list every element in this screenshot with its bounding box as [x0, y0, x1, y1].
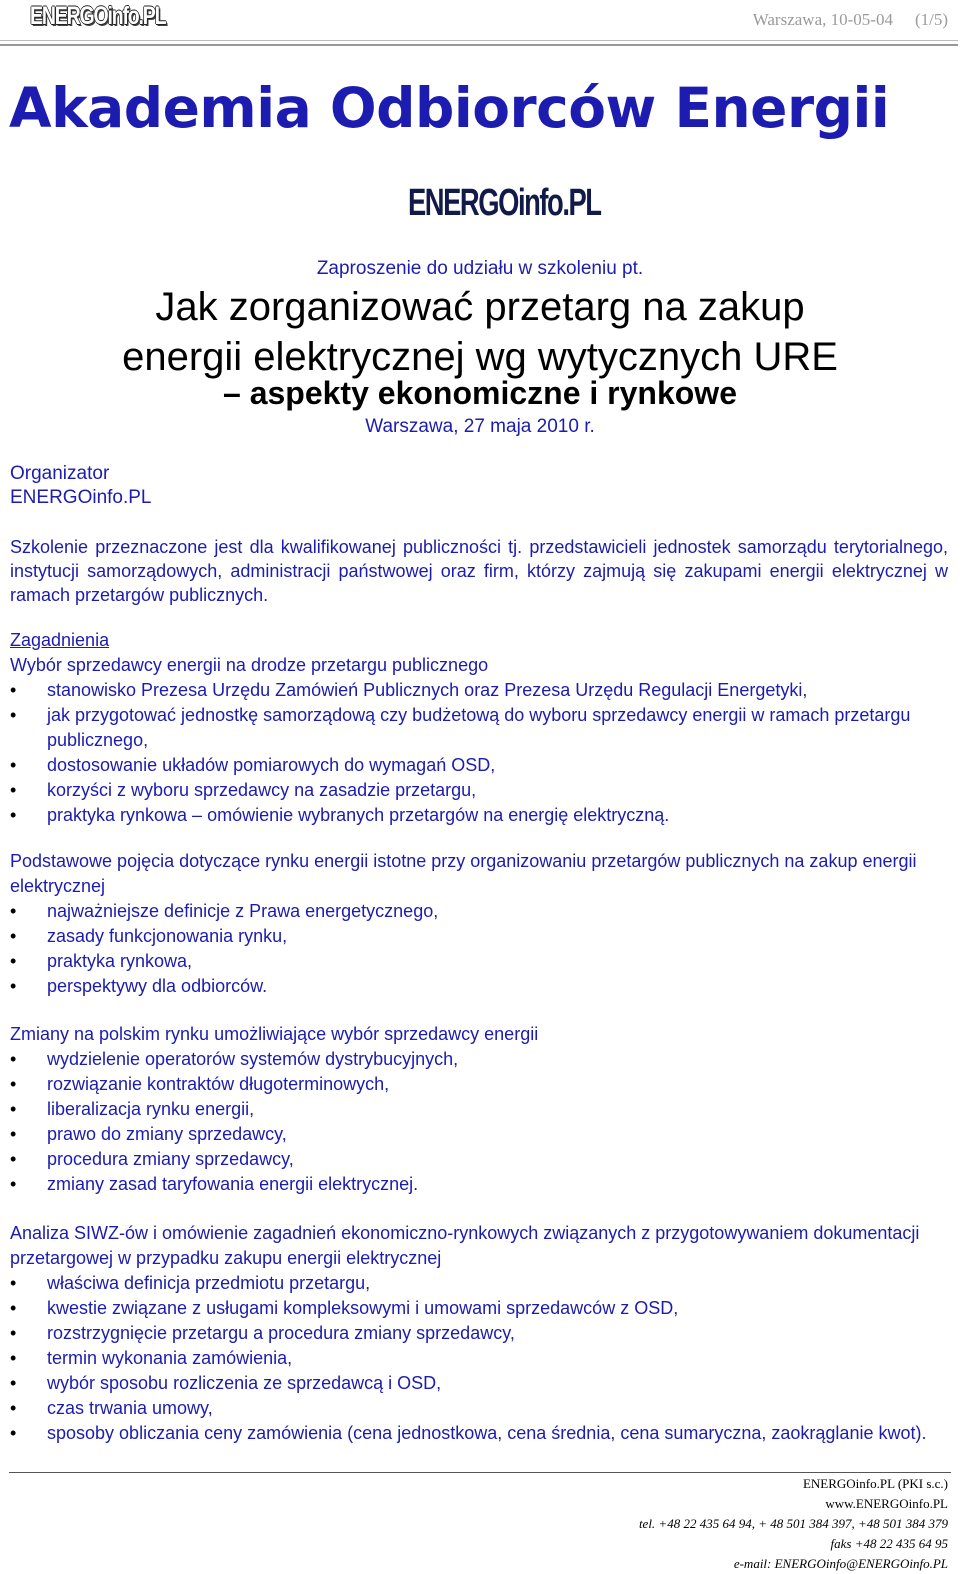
list-item: • właściwa definicja przedmiotu przetargu, [10, 1271, 950, 1296]
footer-phone: tel. +48 22 435 64 94, + 48 501 384 397, +48 501 384 379 [638, 1516, 948, 1531]
header-logo: ENERGOinfo.PL [30, 2, 166, 30]
section-heading: Wybór sprzedawcy energii na drodze przetargu publicznego [10, 655, 489, 675]
list-item: • korzyści z wyboru sprzedawcy na zasadzie przetargu, [10, 778, 950, 803]
training-title [0, 282, 960, 382]
list-item: • rozstrzygnięcie przetargu a procedura zmiany sprzedawcy, [10, 1321, 950, 1346]
list-item: • perspektywy dla odbiorców. [10, 974, 950, 999]
list-item: • wybór sposobu rozliczenia ze sprzedawcą i OSD, [10, 1371, 950, 1396]
footer-contact [639, 1474, 948, 1574]
bullet-list [10, 678, 950, 828]
event-date: Warszawa, 27 maja 2010 r. [365, 416, 595, 437]
topics-section-3 [10, 1022, 950, 1197]
bullet-list [10, 1271, 950, 1446]
section-heading: Podstawowe pojęcia dotyczące rynku energii istotne przy organizowaniu przetargów publicznych na zakup energii elektrycznej [10, 851, 917, 896]
list-item: • zmiany zasad taryfowania energii elektrycznej. [10, 1172, 950, 1197]
list-item: • liberalizacja rynku energii, [10, 1097, 950, 1122]
footer-email[interactable]: e-mail: ENERGOinfo@ENERGOinfo.PL [733, 1556, 948, 1571]
training-title-line2: energii elektrycznej wg wytycznych URE [122, 335, 838, 379]
invitation-text: Zaproszenie do udziału w szkoleniu pt. [316, 258, 644, 279]
footer-rule [9, 1472, 951, 1473]
header-meta [731, 10, 948, 30]
list-item: • jak przygotować jednostkę samorządową czy budżetową do wyboru sprzedawcy energii w ramach przetargu publicznego, [10, 703, 950, 753]
header-rule-thick [0, 44, 958, 46]
organizer-label: Organizator [10, 463, 110, 484]
list-item: • stanowisko Prezesa Urzędu Zamówień Publicznych oraz Prezesa Urzędu Regulacji Energetyki, [10, 678, 950, 703]
list-item: • rozwiązanie kontraktów długoterminowych, [10, 1072, 950, 1097]
list-item: • sposoby obliczania ceny zamówienia (cena jednostkowa, cena średnia, cena sumaryczna, zaokrąglanie kwot). [10, 1421, 950, 1446]
training-subtitle: – aspekty ekonomiczne i rynkowe [223, 375, 737, 411]
footer-company: ENERGOinfo.PL (PKI s.c.) [802, 1476, 948, 1491]
header-date: Warszawa, 10-05-04 [752, 10, 893, 29]
header-page-number: (1/5) [914, 10, 948, 29]
topics-section-4 [10, 1221, 950, 1446]
bullet-list [10, 899, 950, 999]
list-item: • praktyka rynkowa, [10, 949, 950, 974]
list-item: • praktyka rynkowa – omówienie wybranych przetargów na energię elektryczną. [10, 803, 950, 828]
list-item: • czas trwania umowy, [10, 1396, 950, 1421]
footer-fax: faks +48 22 435 64 95 [830, 1536, 948, 1551]
list-item: • zasady funkcjonowania rynku, [10, 924, 950, 949]
bullet-list [10, 1047, 950, 1197]
section-heading: Analiza SIWZ-ów i omówienie zagadnień ekonomiczno-rynkowych związanych z przygotowywaniem dokumentacji przetargowej w przypadku zakupu energii elektrycznej [10, 1223, 920, 1268]
organizer-name: ENERGOinfo.PL [10, 487, 152, 508]
audience-paragraph: Szkolenie przeznaczone jest dla kwalifikowanej publiczności tj. przedstawicieli jednostek samorządu terytorialnego, instytucji samorządowych, administracji państwowej oraz firm, którzy zajmują się zakupami energii elektrycznej w ramach przetargów publicznych. [10, 537, 948, 605]
main-title: Akademia Odbiorców Energii [9, 76, 890, 140]
footer-website[interactable]: www.ENERGOinfo.PL [825, 1496, 948, 1511]
topics-section-2 [10, 849, 950, 999]
list-item: • prawo do zmiany sprzedawcy, [10, 1122, 950, 1147]
list-item: • procedura zmiany sprzedawcy, [10, 1147, 950, 1172]
topics-label: Zagadnienia [10, 630, 110, 650]
topics-section-1 [10, 628, 950, 828]
training-title-line1: Jak zorganizować przetarg na zakup [155, 285, 805, 329]
section-heading: Zmiany na polskim rynku umożliwiające wybór sprzedawcy energii [10, 1024, 539, 1044]
center-logo: ENERGOinfo.PL [408, 182, 601, 224]
list-item: • najważniejsze definicje z Prawa energetycznego, [10, 899, 950, 924]
list-item: • wydzielenie operatorów systemów dystrybucyjnych, [10, 1047, 950, 1072]
header-rule-thin [0, 40, 958, 41]
list-item: • dostosowanie układów pomiarowych do wymagań OSD, [10, 753, 950, 778]
list-item: • kwestie związane z usługami kompleksowymi i umowami sprzedawców z OSD, [10, 1296, 950, 1321]
list-item: • termin wykonania zamówienia, [10, 1346, 950, 1371]
